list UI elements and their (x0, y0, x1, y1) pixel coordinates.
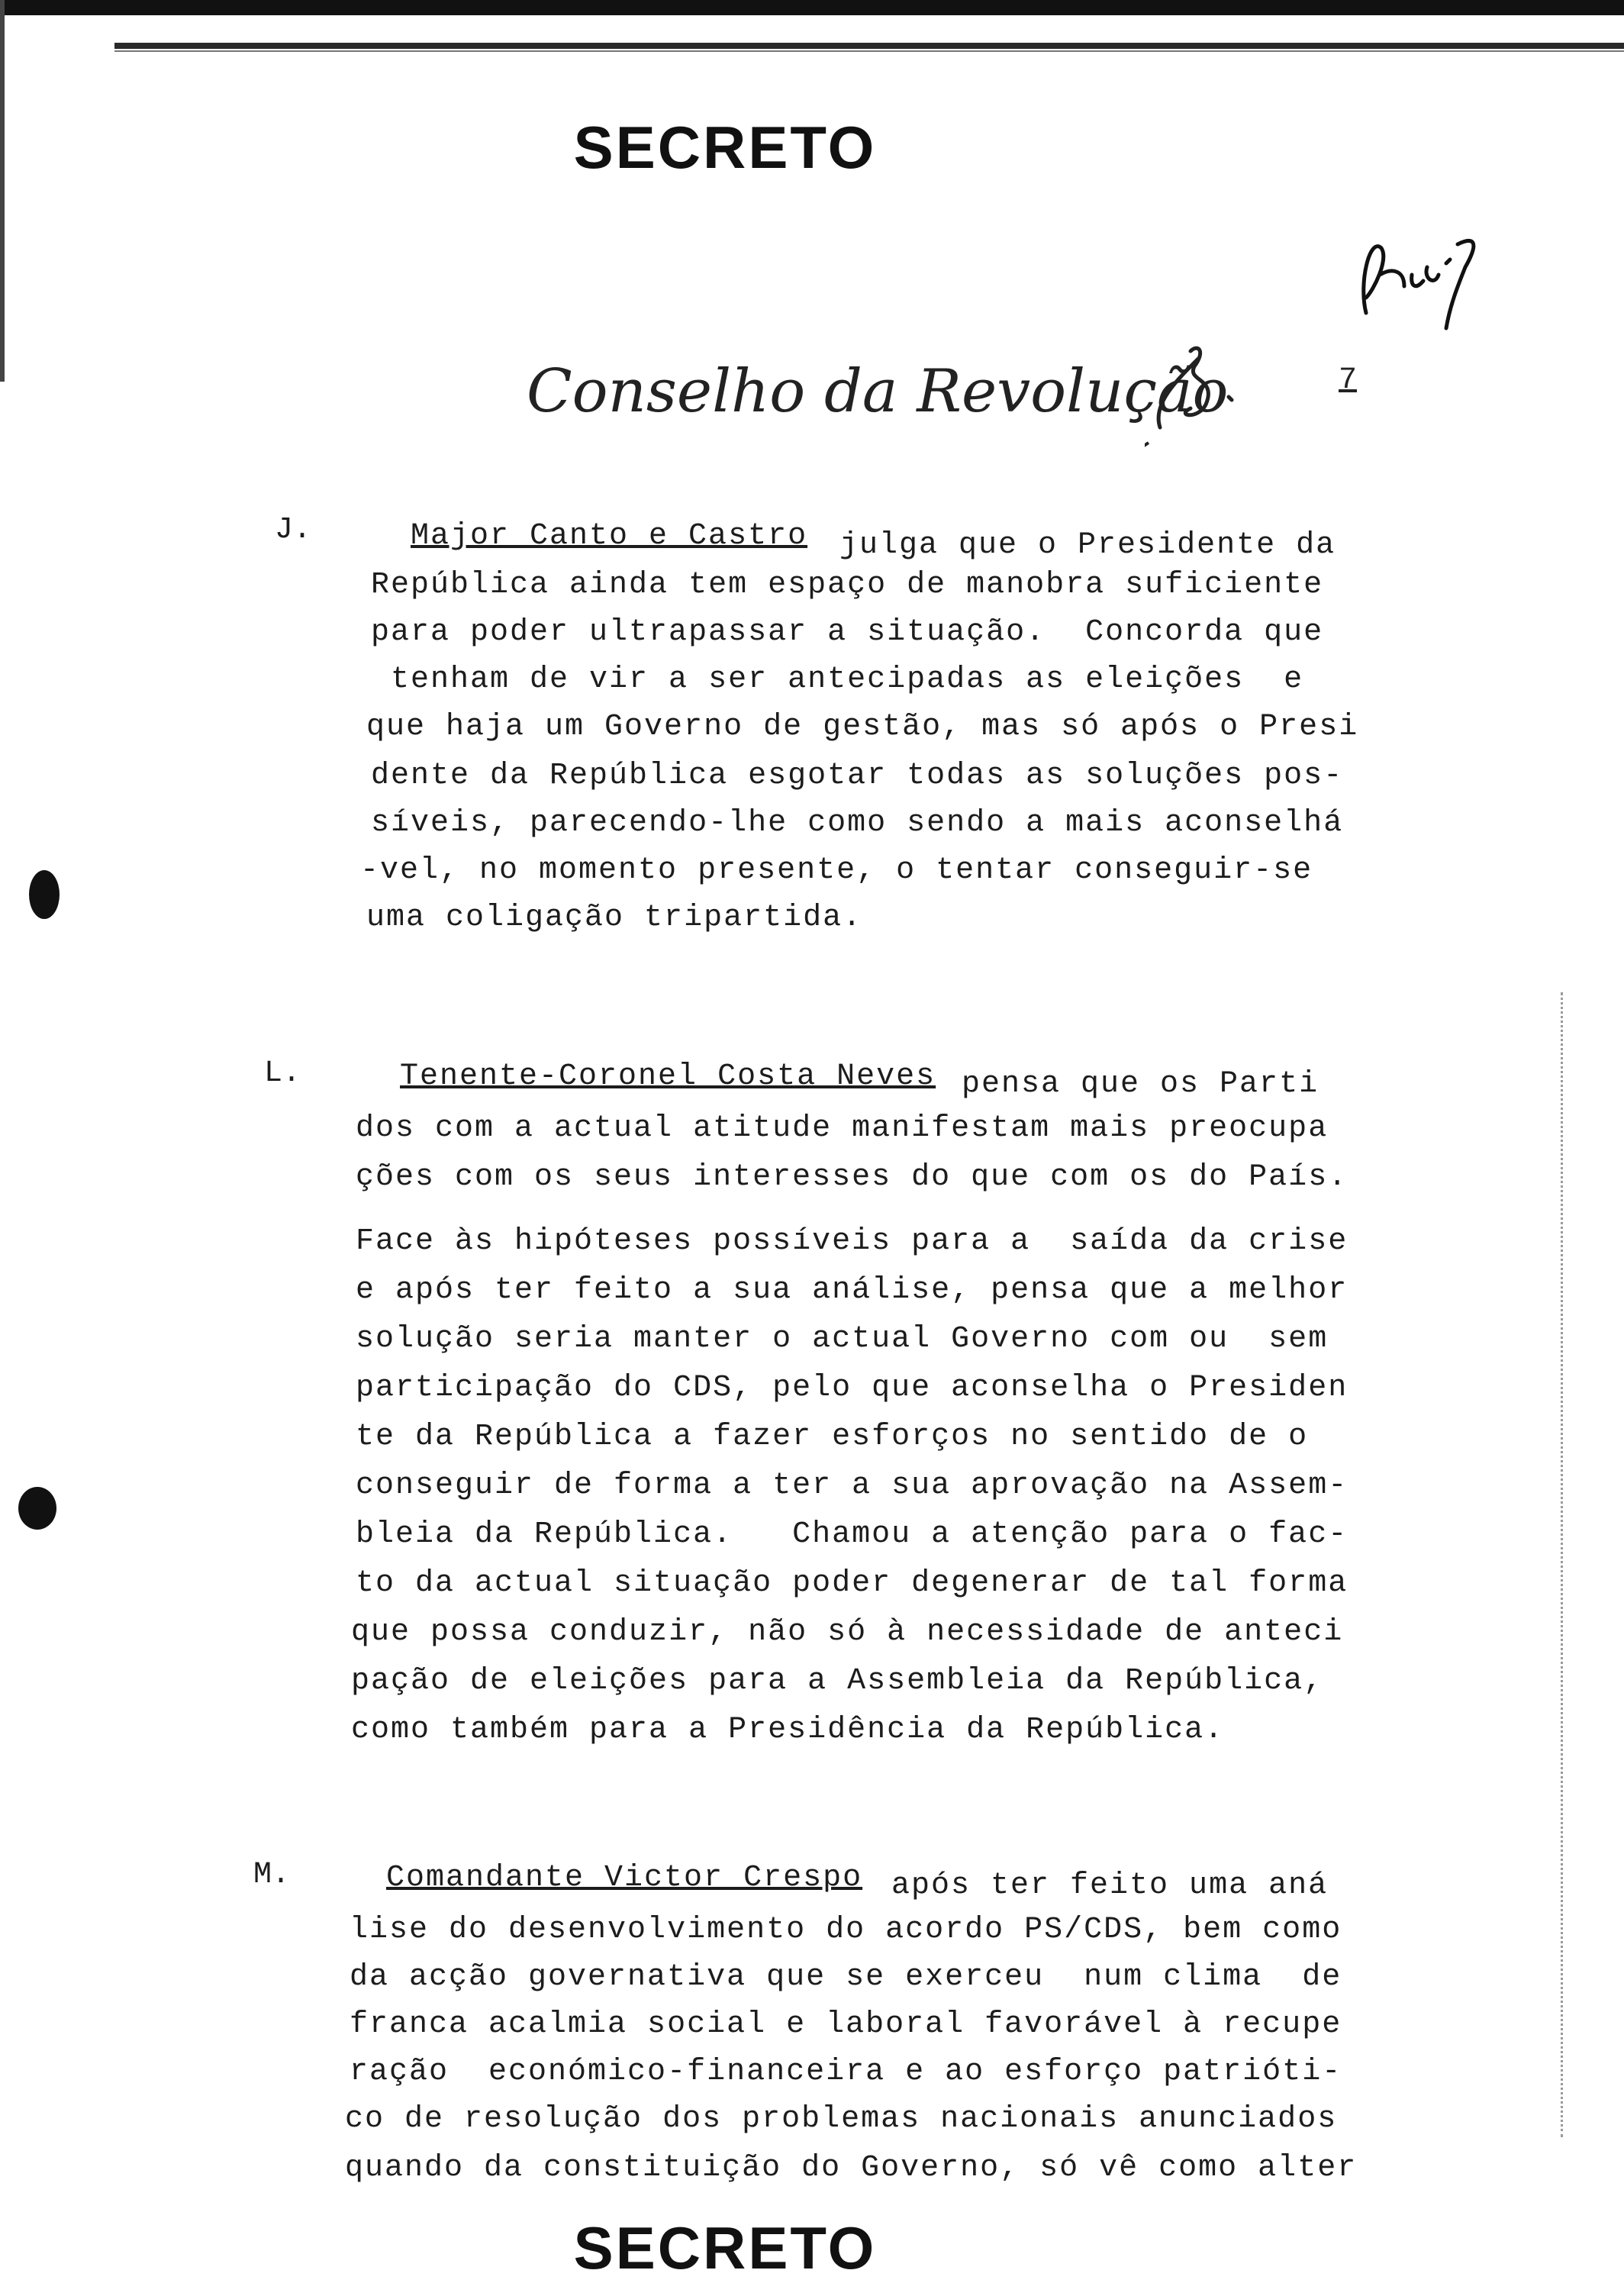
speaker-name: Tenente-Coronel Costa Neves (400, 1059, 936, 1094)
text-line: participação do CDS, pelo que aconselha o Presiden (356, 1371, 1348, 1405)
page-number: 7 (1339, 363, 1358, 398)
section-l (264, 1056, 1348, 1774)
text-line: bleia da República. Chamou a atenção para o fac- (356, 1517, 1348, 1552)
scan-left-edge (0, 0, 5, 382)
text-line: ções com os seus interesses do que com os do País. (356, 1160, 1348, 1195)
text-line: como também para a Presidência da República. (351, 1713, 1225, 1747)
section-j (275, 513, 1359, 971)
speaker-name: Comandante Victor Crespo (386, 1861, 863, 1895)
text-line: pação de eleições para a Assembleia da República, (351, 1664, 1324, 1698)
text-line: tenham de vir a ser antecipadas as eleições e (371, 663, 1304, 697)
text-line: solução seria manter o actual Governo com ou sem (356, 1322, 1329, 1356)
text-line: uma coligação tripartida. (366, 901, 863, 935)
text-line: que haja um Governo de gestão, mas só após o Presi (366, 710, 1359, 744)
section-marker: L. (264, 1056, 301, 1091)
punch-hole-lower (18, 1487, 56, 1530)
secret-stamp-footer: SECRETO (573, 2214, 877, 2281)
handwritten-initials-icon (1351, 221, 1488, 336)
text-line: que possa conduzir, não só à necessidade de anteci (351, 1615, 1344, 1649)
section-marker: M. (253, 1858, 291, 1892)
text-line: República ainda tem espaço de manobra suficiente (371, 568, 1324, 602)
speaker-name: Major Canto e Castro (411, 519, 808, 553)
text-line: julga que o Presidente da (839, 528, 1336, 563)
text-line: síveis, parecendo-lhe como sendo a mais aconselhá (371, 806, 1344, 840)
text-line: dos com a actual atitude manifestam mais preocupa (356, 1111, 1329, 1146)
text-line: quando da constituição do Governo, só vê como alter (345, 2151, 1358, 2185)
text-line: dente da República esgotar todas as soluções pos- (371, 759, 1344, 793)
text-line: Face às hipóteses possíveis para a saída da crise (356, 1224, 1348, 1259)
scan-top-rule (114, 43, 1624, 49)
letterhead-title: Conselho da Revolução (527, 357, 1229, 426)
text-line: pensa que os Parti (962, 1067, 1320, 1101)
punch-hole-upper (29, 870, 60, 919)
text-line: -vel, no momento presente, o tentar conseguir-se (360, 853, 1313, 888)
section-m (253, 1858, 1358, 2224)
text-line: ração económico-financeira e ao esforço patrióti- (350, 2055, 1342, 2089)
text-line: da acção governativa que se exerceu num clima de (350, 1960, 1342, 1994)
text-line: lise do desenvolvimento do acordo PS/CDS, bem como (350, 1913, 1342, 1947)
text-line: te da República a fazer esforços no sentido de o (356, 1420, 1309, 1454)
text-line: após ter feito uma aná (891, 1869, 1329, 1903)
scan-top-edge (0, 0, 1624, 15)
text-line: franca acalmia social e laboral favorável à recupe (350, 2007, 1342, 2042)
text-line: to da actual situação poder degenerar de tal forma (356, 1566, 1348, 1601)
text-line: e após ter feito a sua análise, pensa que a melhor (356, 1273, 1348, 1308)
text-line: para poder ultrapassar a situação. Concorda que (371, 615, 1324, 650)
text-line: conseguir de forma a ter a sua aprovação na Assem- (356, 1469, 1348, 1503)
secret-stamp-header: SECRETO (573, 114, 877, 181)
handwritten-mark-icon (1145, 336, 1252, 450)
text-line: co de resolução dos problemas nacionais anunciados (345, 2102, 1338, 2136)
scan-noise-right (1555, 992, 1563, 2137)
section-marker: J. (275, 513, 312, 547)
scan-top-rule-thin (114, 50, 1624, 52)
